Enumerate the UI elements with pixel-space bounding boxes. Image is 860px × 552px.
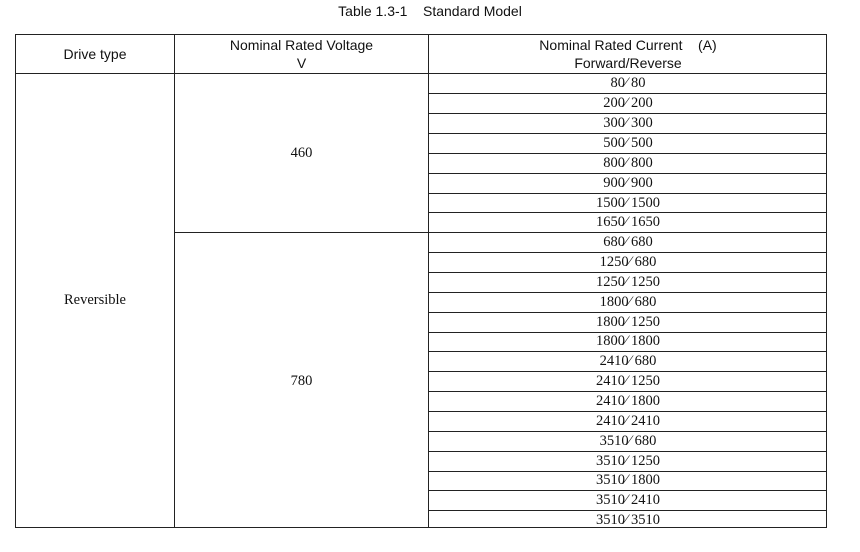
current-value: 2410∕ 1800 <box>595 393 661 410</box>
voltage-value: 780 <box>290 373 313 390</box>
current-cell <box>429 372 827 392</box>
current-cell <box>429 94 827 114</box>
current-cell <box>429 233 827 253</box>
current-cell <box>429 471 827 491</box>
current-value: 3510∕ 1800 <box>595 472 661 489</box>
header-current-label: Nominal Rated Current (A) <box>539 37 717 53</box>
voltage-value: 460 <box>290 144 313 161</box>
header-current <box>429 35 827 73</box>
current-cell <box>429 511 827 531</box>
current-value: 1800∕ 1250 <box>595 313 661 330</box>
current-value: 3510∕ 3510 <box>595 512 661 529</box>
table-caption: Table 1.3-1 Standard Model <box>338 3 522 19</box>
current-cell <box>429 134 827 154</box>
current-cell <box>429 352 827 372</box>
drive-type-value: Reversible <box>63 292 126 308</box>
voltage-cell-780 <box>175 233 428 531</box>
current-value: 200∕ 200 <box>603 95 653 112</box>
current-value: 1250∕ 680 <box>599 254 657 271</box>
current-cell <box>429 491 827 511</box>
current-value: 1250∕ 1250 <box>595 273 661 290</box>
standard-model-table <box>15 34 827 528</box>
current-value: 680∕ 680 <box>603 234 653 251</box>
current-value: 800∕ 800 <box>603 154 653 171</box>
current-value: 900∕ 900 <box>603 174 653 191</box>
current-value: 1800∕ 1800 <box>595 333 661 350</box>
current-value: 3510∕ 2410 <box>595 492 661 509</box>
current-cell <box>429 392 827 412</box>
current-cell <box>429 312 827 332</box>
current-value: 80∕ 80 <box>610 75 646 92</box>
current-value: 1650∕ 1650 <box>595 214 661 231</box>
current-cell <box>429 411 827 431</box>
current-cell <box>429 292 827 312</box>
voltage-cell-460 <box>175 74 428 233</box>
voltage-group-divider <box>175 232 428 233</box>
current-value: 300∕ 300 <box>603 115 653 132</box>
current-value: 2410∕ 2410 <box>595 412 661 429</box>
current-cell <box>429 153 827 173</box>
current-cell <box>429 193 827 213</box>
current-value: 1800∕ 680 <box>599 293 657 310</box>
current-value: 1500∕ 1500 <box>595 194 661 211</box>
header-drive-type-label: Drive type <box>63 46 127 62</box>
header-current-subtitle: Forward/Reverse <box>574 55 682 71</box>
drive-type-cell <box>16 74 174 527</box>
current-cell <box>429 173 827 193</box>
current-cell <box>429 431 827 451</box>
current-cell <box>429 213 827 233</box>
current-value: 500∕ 500 <box>603 134 653 151</box>
current-cell <box>429 273 827 293</box>
current-cell <box>429 74 827 94</box>
current-value: 3510∕ 680 <box>599 432 657 449</box>
current-value: 2410∕ 680 <box>599 353 657 370</box>
header-drive-type <box>16 35 174 73</box>
header-voltage <box>175 35 428 73</box>
current-cell <box>429 332 827 352</box>
current-value: 2410∕ 1250 <box>595 373 661 390</box>
current-cell <box>429 253 827 273</box>
current-cell <box>429 114 827 134</box>
current-value: 3510∕ 1250 <box>595 452 661 469</box>
header-voltage-label: Nominal Rated Voltage <box>229 37 374 53</box>
current-cell <box>429 451 827 471</box>
header-voltage-unit: V <box>296 55 307 71</box>
